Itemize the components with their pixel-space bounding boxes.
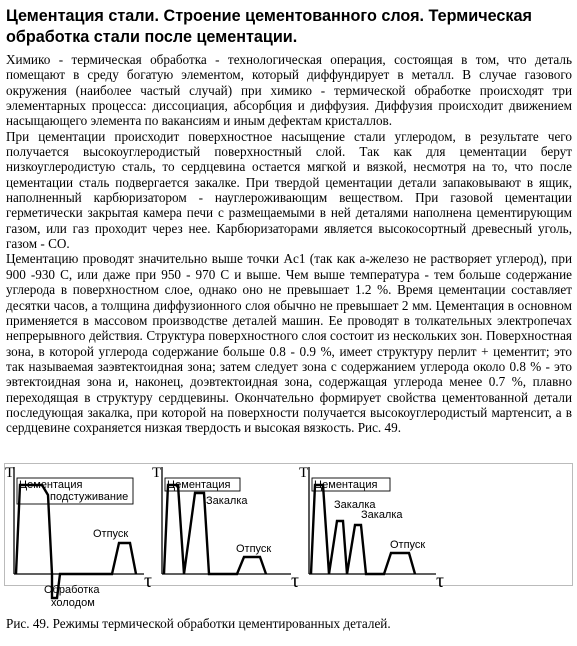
graph-3-x-label: τ <box>436 570 445 592</box>
graph-2-label-quench: Закалка <box>206 495 248 507</box>
graph-2-label-cementation: Цементация <box>167 479 231 491</box>
graph-1 <box>5 465 152 609</box>
graph-3 <box>299 465 444 592</box>
paragraph-2: При цементации происходит поверхностное насыщение стали углеродом, в результате чего получается высокоуглеродистый поверхностный слой. Так как для цементации берут низкоуглеродистую сталь, то сердцевина остается мягкой и вязкой, несмотря на то, что после цементации сталь подвергается закалке. При твердой цементации детали запаковывают в ящик, наполненный карбюризатором - науглероживающим веществом. При газовой цементации герметически закрытая камера печи с размещаемыми в ней деталями наполнена цементирующим газом, или газ проходит через нее. Карбюризаторами является высокосортный древесный уголь, газом - СО. <box>6 128 572 252</box>
graph-3-label-quench-1: Закалка <box>334 499 376 511</box>
graph-3-y-label: T <box>299 465 309 481</box>
graph-1-label-cooling: подстуживание <box>50 491 129 503</box>
graph-3-label-cementation: Цементация <box>314 479 378 491</box>
graph-2-y-label: T <box>152 465 162 481</box>
graph-1-label-tempering: Отпуск <box>93 528 129 540</box>
figure-frame <box>5 464 573 586</box>
figure-caption: Рис. 49. Режимы термической обработки цементированных деталей. <box>6 616 391 631</box>
graph-2-x-label: τ <box>291 570 300 592</box>
paragraph-1: Химико - термическая обработка - технологическая операция, состоящая в том, что деталь помещают в среду богатую элементом, который диффундирует в металл. В случае газового окружения (наиболее частый случай) при химико - термической обработке происходят три элементарных процесса: диссоциация, абсорбция и диффузия. Диффузия происходит движением насыщающего элемента по вакансиям и иным дефектам кристаллов. <box>6 52 572 129</box>
graph-1-label-cementation: Цементация <box>19 479 83 491</box>
graph-3-label-quench-2: Закалка <box>361 509 403 521</box>
figure-49 <box>4 463 573 611</box>
graph-1-x-label: τ <box>144 570 153 592</box>
graph-2 <box>152 465 299 592</box>
heat-treatment-diagrams <box>4 463 573 611</box>
graph-1-label-cold-1: Обработка <box>44 584 100 596</box>
graph-3-label-tempering: Отпуск <box>390 539 426 551</box>
graph-1-y-label: T <box>5 465 15 481</box>
body-text <box>6 52 572 436</box>
page-title: Цементация стали. Строение цементованного слоя. Термическая обработка стали после цементации. <box>6 7 532 46</box>
graph-2-label-tempering: Отпуск <box>236 543 272 555</box>
graph-1-label-cold-2: холодом <box>51 597 95 609</box>
paragraph-3: Цементацию проводят значительно выше точки Ac1 (так как а-железо не растворяет углерод), при 900 -930 С, или даже при 950 - 970 С и выше. Чем выше температура - тем больше содержание углерода в поверхностном слое, однако оно не превышает 1.2 %. Время цементации составляет десятки часов, а толщина диффузионного слоя обычно не превышает 2 мм. Цементация в основном применяется в массовом производстве деталей машин. Ее проводят в толкательных электропечах непрерывного действия. Структура поверхностного слоя состоит из нескольких зон. Поверхностная зона, в которой углерода содержание больше 0.8 - 0.9 %, имеет структуру перлит + цементит; это так называемая заэвтектоидная зона; затем следует зона с содержанием углерода около 0.8 % - это эвтектоидная зона и, наконец, доэвтектоидная зона, содержащая углерода менее 0.7 %, плавно переходящая в структуру сердцевины. Окончательно формирует свойства цементованной детали последующая закалка, при которой на поверхности получается высокоуглеродистый мартенсит, а в сердцевине сохраняется низкая твердость и высокая вязкость. Рис. 49. <box>6 251 572 436</box>
